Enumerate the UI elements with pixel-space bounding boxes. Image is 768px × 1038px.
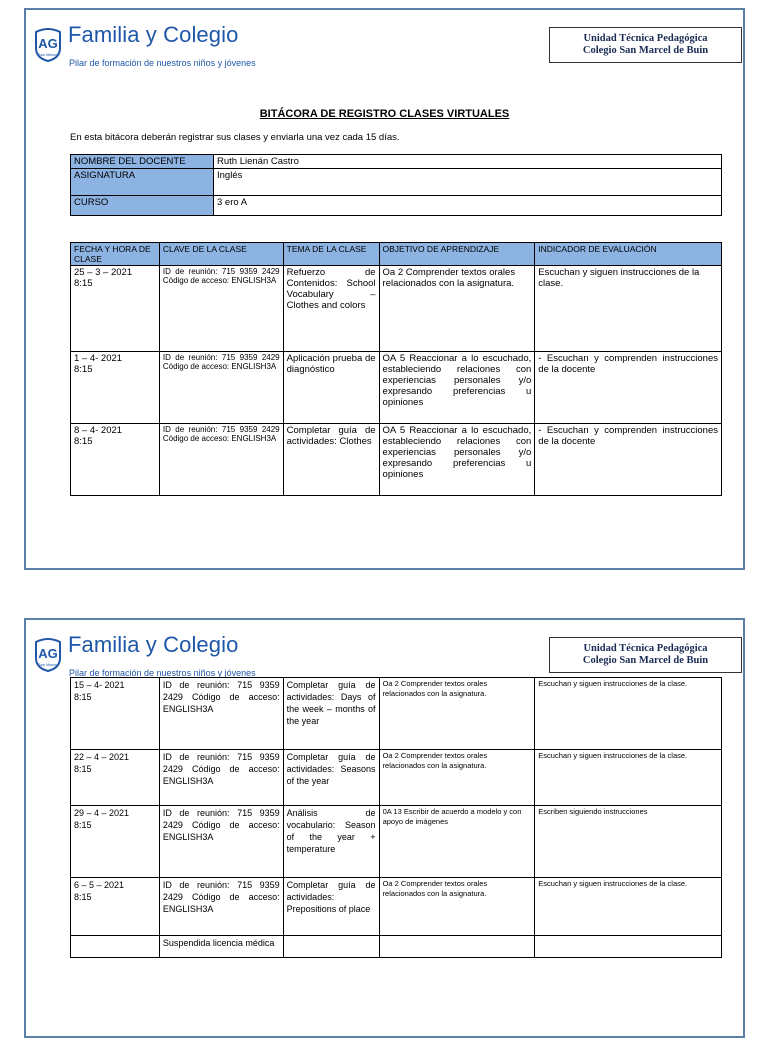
info-value: 3 ero A — [214, 196, 722, 216]
info-value: Inglés — [214, 169, 722, 196]
svg-text:AG: AG — [38, 646, 58, 661]
table-row — [71, 878, 722, 936]
header-clave: CLAVE DE LA CLASE — [159, 243, 283, 266]
header-fecha: FECHA Y HORA DE CLASE — [71, 243, 160, 266]
date-text: 29 – 4 – 2021 — [74, 808, 130, 818]
svg-text:AG: AG — [38, 36, 58, 51]
cell-objetivo: Oa 2 Comprender textos orales relacionados con la asignatura. — [379, 678, 535, 750]
time-text: 8:15 — [74, 764, 92, 774]
cell-tema: Completar guía de actividades: Clothes — [283, 424, 379, 496]
unit-line-2: Colegio San Marcel de Buin — [582, 45, 709, 56]
cell-indicador: Escuchan y siguen instrucciones de la clase. — [535, 750, 722, 806]
table-row — [71, 806, 722, 878]
date-text: 22 – 4 – 2021 — [74, 752, 130, 762]
cell-indicador: - Escuchan y comprenden instrucciones de la docente — [535, 352, 722, 424]
table-header-row — [71, 243, 722, 266]
time-text: 8:15 — [74, 278, 93, 289]
info-key: ASIGNATURA — [71, 169, 214, 196]
cell-fecha — [71, 878, 160, 936]
info-row — [71, 169, 722, 196]
date-text: 8 – 4- 2021 — [74, 425, 123, 436]
info-table — [70, 154, 722, 216]
unit-box — [549, 27, 742, 63]
time-text: 8:15 — [74, 892, 92, 902]
cell-fecha — [71, 678, 160, 750]
cell-tema: Completar guía de actividades: Prepositions of place — [283, 878, 379, 936]
time-text: 8:15 — [74, 364, 93, 375]
svg-text:San Marcel: San Marcel — [37, 52, 59, 57]
cell-objetivo: Oa 2 Comprender textos orales relacionados con la asignatura. — [379, 750, 535, 806]
cell-fecha — [71, 806, 160, 878]
cell-clave: ID de reunión: 715 9359 2429 Código de acceso: ENGLISH3A — [159, 266, 283, 352]
table-row — [71, 424, 722, 496]
unit-line-1: Unidad Técnica Pedagógica — [583, 33, 708, 44]
cell-fecha — [71, 352, 160, 424]
brand-title: Familia y Colegio — [68, 632, 239, 657]
cell-clave: ID de reunión: 715 9359 2429 Código de acceso: ENGLISH3A — [159, 750, 283, 806]
brand-tagline: Pilar de formación de nuestros niños y jóvenes — [69, 668, 256, 678]
cell-tema — [283, 936, 379, 958]
cell-clave: ID de reunión: 715 9359 2429 Código de acceso: ENGLISH3A — [159, 424, 283, 496]
cell-indicador: Escuchan y siguen instrucciones de la clase. — [535, 266, 722, 352]
cell-clave: ID de reunión: 715 9359 2429 Código de acceso: ENGLISH3A — [159, 678, 283, 750]
brand-title: Familia y Colegio — [68, 22, 239, 47]
svg-text:San Marcel: San Marcel — [37, 662, 59, 667]
time-text: 8:15 — [74, 692, 92, 702]
cell-objetivo: OA 5 Reaccionar a lo escuchado, estableciendo relaciones con experiencias personales y/o expresando preferencias u opiniones — [379, 424, 535, 496]
cell-objetivo: Oa 2 Comprender textos orales relacionados con la asignatura. — [379, 266, 535, 352]
header-tema: TEMA DE LA CLASE — [283, 243, 379, 266]
table-row — [71, 936, 722, 958]
table-row — [71, 750, 722, 806]
brand-tagline: Pilar de formación de nuestros niños y jóvenes — [69, 58, 256, 68]
cell-fecha — [71, 424, 160, 496]
document-title: BITÁCORA DE REGISTRO CLASES VIRTUALES — [259, 108, 510, 120]
cell-indicador: Escuchan y siguen instrucciones de la clase. — [535, 878, 722, 936]
date-text: 25 – 3 – 2021 — [74, 267, 133, 278]
cell-tema: Aplicación prueba de diagnóstico — [283, 352, 379, 424]
date-text: 1 – 4- 2021 — [74, 353, 123, 364]
cell-indicador — [535, 936, 722, 958]
document-page-2 — [24, 618, 745, 1038]
cell-clave: ID de reunión: 715 9359 2429 Código de acceso: ENGLISH3A — [159, 352, 283, 424]
unit-box — [549, 637, 742, 673]
cell-clave: ID de reunión: 715 9359 2429 Código de acceso: ENGLISH3A — [159, 806, 283, 878]
header-indicador: INDICADOR DE EVALUACIÓN — [535, 243, 722, 266]
info-value: Ruth Lienán Castro — [214, 155, 722, 169]
school-logo-icon — [32, 28, 64, 62]
info-row — [71, 155, 722, 169]
cell-clave: ID de reunión: 715 9359 2429 Código de acceso: ENGLISH3A — [159, 878, 283, 936]
cell-indicador: Escuchan y siguen instrucciones de la clase. — [535, 678, 722, 750]
cell-tema: Completar guía de actividades: Days of the week – months of the year — [283, 678, 379, 750]
cell-fecha — [71, 266, 160, 352]
cell-fecha — [71, 750, 160, 806]
time-text: 8:15 — [74, 436, 93, 447]
cell-indicador: Escriben siguiendo instrucciones — [535, 806, 722, 878]
school-logo-icon — [32, 638, 64, 672]
classes-table — [70, 242, 722, 496]
info-key: CURSO — [71, 196, 214, 216]
classes-table-continued — [70, 677, 722, 958]
cell-objetivo: 0A 13 Escribir de acuerdo a modelo y con apoyo de imágenes — [379, 806, 535, 878]
cell-tema: Análisis de vocabulario: Season of the year + temperature — [283, 806, 379, 878]
time-text: 8:15 — [74, 820, 92, 830]
info-row — [71, 196, 722, 216]
date-text: 6 – 5 – 2021 — [74, 880, 125, 890]
intro-text: En esta bitácora deberán registrar sus clases y enviarla una vez cada 15 días. — [70, 132, 400, 143]
cell-objetivo — [379, 936, 535, 958]
cell-tema: Refuerzo de Contenidos: School Vocabulary – Clothes and colors — [283, 266, 379, 352]
date-text: 15 – 4- 2021 — [74, 680, 125, 690]
table-row — [71, 352, 722, 424]
header-objetivo: OBJETIVO DE APRENDIZAJE — [379, 243, 535, 266]
cell-tema: Completar guía de actividades: Seasons of the year — [283, 750, 379, 806]
table-row — [71, 266, 722, 352]
document-page-1 — [24, 8, 745, 570]
unit-line-2: Colegio San Marcel de Buin — [582, 655, 709, 666]
cell-indicador: - Escuchan y comprenden instrucciones de la docente — [535, 424, 722, 496]
cell-objetivo: Oa 2 Comprender textos orales relacionados con la asignatura. — [379, 878, 535, 936]
cell-fecha — [71, 936, 160, 958]
unit-line-1: Unidad Técnica Pedagógica — [583, 643, 708, 654]
table-row — [71, 678, 722, 750]
info-key: NOMBRE DEL DOCENTE — [71, 155, 214, 169]
cell-clave: Suspendida licencia médica — [159, 936, 283, 958]
cell-objetivo: OA 5 Reaccionar a lo escuchado, estableciendo relaciones con experiencias personales y/o expresando preferencias u opiniones — [379, 352, 535, 424]
